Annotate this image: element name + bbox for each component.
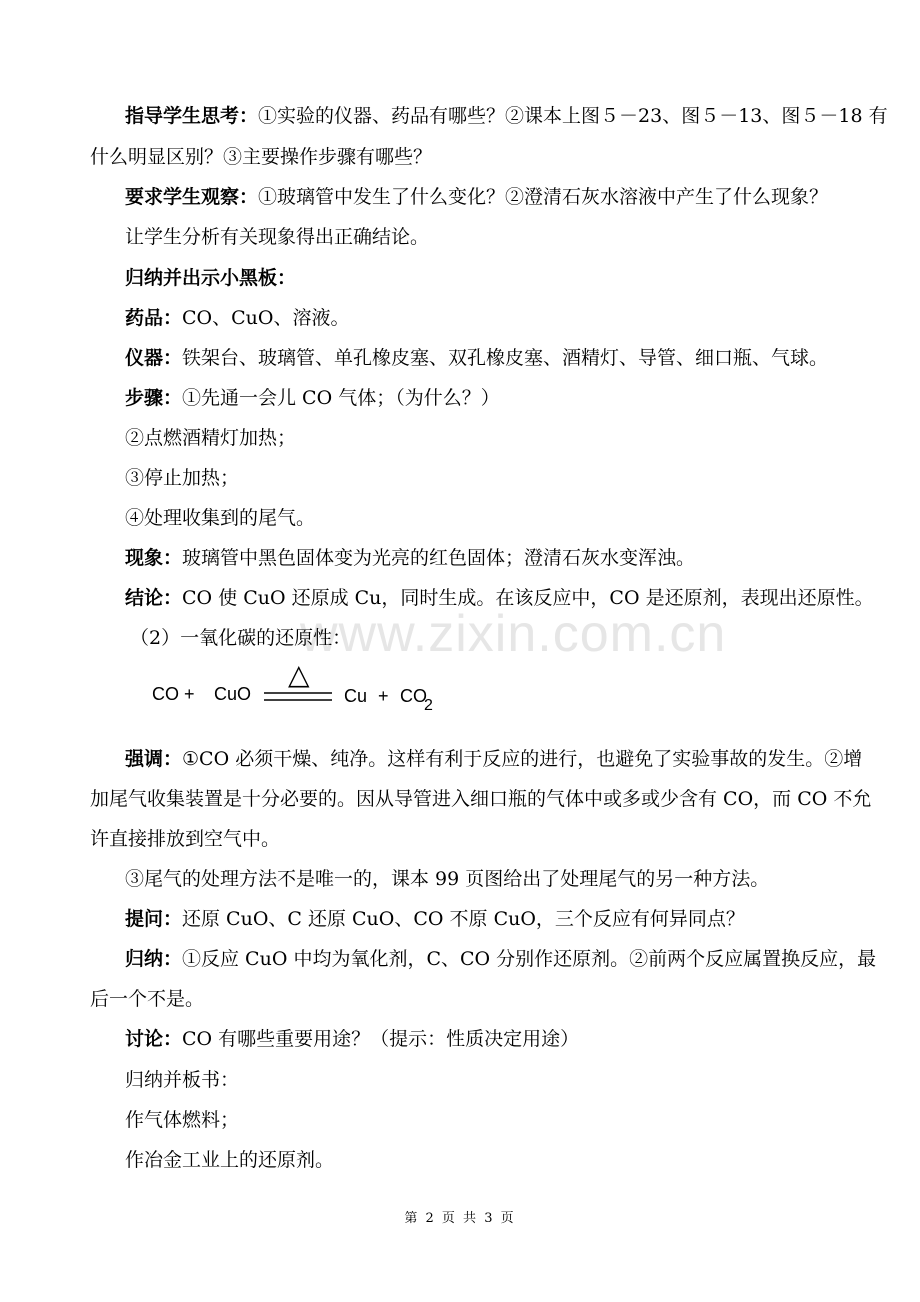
paragraph-line bbox=[125, 506, 315, 530]
line-label: 现象： bbox=[125, 547, 183, 569]
line-text: 归纳并板书： bbox=[125, 1069, 240, 1091]
line-text: CO 使 CuO 还原成 Cu，同时生成。在该反应中，CO 是还原剂，表现出还原性。 bbox=[182, 587, 874, 609]
paragraph-line bbox=[125, 907, 745, 931]
line-text: 让学生分析有关现象得出正确结论。 bbox=[125, 226, 430, 248]
paragraph-line bbox=[125, 266, 296, 290]
line-text: ④处理收集到的尾气。 bbox=[125, 507, 316, 529]
subscript-2: 2 bbox=[424, 697, 433, 714]
paragraph-line bbox=[130, 626, 351, 650]
plus-sign: + bbox=[378, 686, 389, 706]
line-text: ①CO 必须干燥、纯净。这样有利于反应的进行，也避免了实验事故的发生。②增 bbox=[182, 748, 863, 770]
paragraph-line bbox=[125, 947, 876, 971]
line-text: 作冶金工业上的还原剂。 bbox=[125, 1149, 335, 1171]
line-text: ①反应 CuO 中均为氧化剂，C、CO 分别作还原剂。②前两个反应属置换反应，最 bbox=[182, 948, 877, 970]
line-label: 药品： bbox=[125, 307, 183, 329]
paragraph-line bbox=[125, 867, 769, 891]
line-text: 什么明显区别？③主要操作步骤有哪些？ bbox=[90, 146, 433, 168]
paragraph-line bbox=[90, 787, 871, 811]
line-text: 许直接排放到空气中。 bbox=[90, 828, 281, 850]
line-text: ①玻璃管中发生了什么变化？②澄清石灰水溶液中产生了什么现象？ bbox=[258, 186, 829, 208]
paragraph-line bbox=[125, 225, 429, 249]
line-label: 归纳： bbox=[125, 948, 183, 970]
line-text: ③停止加热； bbox=[125, 467, 240, 489]
paragraph-line bbox=[125, 466, 239, 490]
paragraph-line bbox=[90, 145, 432, 169]
paragraph-line bbox=[125, 386, 500, 410]
line-text: ③尾气的处理方法不是唯一的，课本 99 页图给出了处理尾气的另一种方法。 bbox=[125, 868, 770, 890]
paragraph-line bbox=[125, 1068, 239, 1092]
product-co2: CO bbox=[400, 686, 427, 706]
paragraph-line bbox=[125, 1148, 334, 1172]
line-text: （2）一氧化碳的还原性： bbox=[130, 627, 352, 649]
paragraph-line bbox=[125, 586, 874, 610]
paragraph-line bbox=[125, 104, 888, 128]
paragraph-line bbox=[125, 426, 296, 450]
line-label: 要求学生观察： bbox=[125, 186, 259, 208]
line-label: 讨论： bbox=[125, 1028, 183, 1050]
paragraph-line bbox=[125, 306, 349, 330]
line-text: 后一个不是。 bbox=[90, 988, 205, 1010]
line-label: 归纳并出示小黑板： bbox=[125, 267, 297, 289]
line-text: 作气体燃料； bbox=[125, 1109, 240, 1131]
line-label: 强调： bbox=[125, 748, 183, 770]
line-text: ①先通一会儿 CO 气体；（为什么？） bbox=[182, 387, 500, 409]
line-text: 加尾气收集装置是十分必要的。因从导管进入细口瓶的气体中或多或少含有 CO，而 CO 不允 bbox=[90, 788, 872, 810]
paragraph-line bbox=[90, 827, 280, 851]
line-label: 指导学生思考： bbox=[125, 105, 259, 127]
watermark: www.zixin.com.cn bbox=[300, 605, 727, 663]
reaction-arrow-lines bbox=[264, 690, 332, 704]
paragraph-line bbox=[125, 1108, 239, 1132]
line-text: 铁架台、玻璃管、单孔橡皮塞、双孔橡皮塞、酒精灯、导管、细口瓶、气球。 bbox=[182, 347, 829, 369]
line-label: 提问： bbox=[125, 908, 183, 930]
line-label: 步骤： bbox=[125, 387, 183, 409]
line-text: CO 有哪些重要用途？（提示：性质决定用途） bbox=[182, 1028, 580, 1050]
page-footer: 第 2 页 共 3 页 bbox=[404, 1211, 516, 1226]
line-text: 玻璃管中黑色固体变为光亮的红色固体；澄清石灰水变浑浊。 bbox=[182, 547, 696, 569]
paragraph-line bbox=[90, 987, 204, 1011]
chemical-equation bbox=[152, 658, 452, 722]
line-text: ②点燃酒精灯加热； bbox=[125, 427, 297, 449]
reactant-co: CO + bbox=[152, 684, 195, 704]
line-text: ①实验的仪器、药品有哪些？②课本上图５－23、图５－13、图５－18 有 bbox=[258, 105, 888, 127]
paragraph-line bbox=[125, 1027, 579, 1051]
paragraph-line bbox=[125, 185, 828, 209]
line-text: CO、CuO、溶液。 bbox=[182, 307, 350, 329]
line-label: 仪器： bbox=[125, 347, 183, 369]
paragraph-line bbox=[125, 346, 828, 370]
product-cu: Cu bbox=[344, 686, 368, 706]
heat-condition-icon: △ bbox=[288, 658, 310, 691]
reactant-cuo: CuO bbox=[214, 684, 252, 704]
paragraph-line bbox=[125, 546, 695, 570]
line-text: 还原 CuO、C 还原 CuO、CO 不原 CuO，三个反应有何异同点？ bbox=[182, 908, 745, 930]
paragraph-line bbox=[125, 747, 862, 771]
line-label: 结论： bbox=[125, 587, 183, 609]
